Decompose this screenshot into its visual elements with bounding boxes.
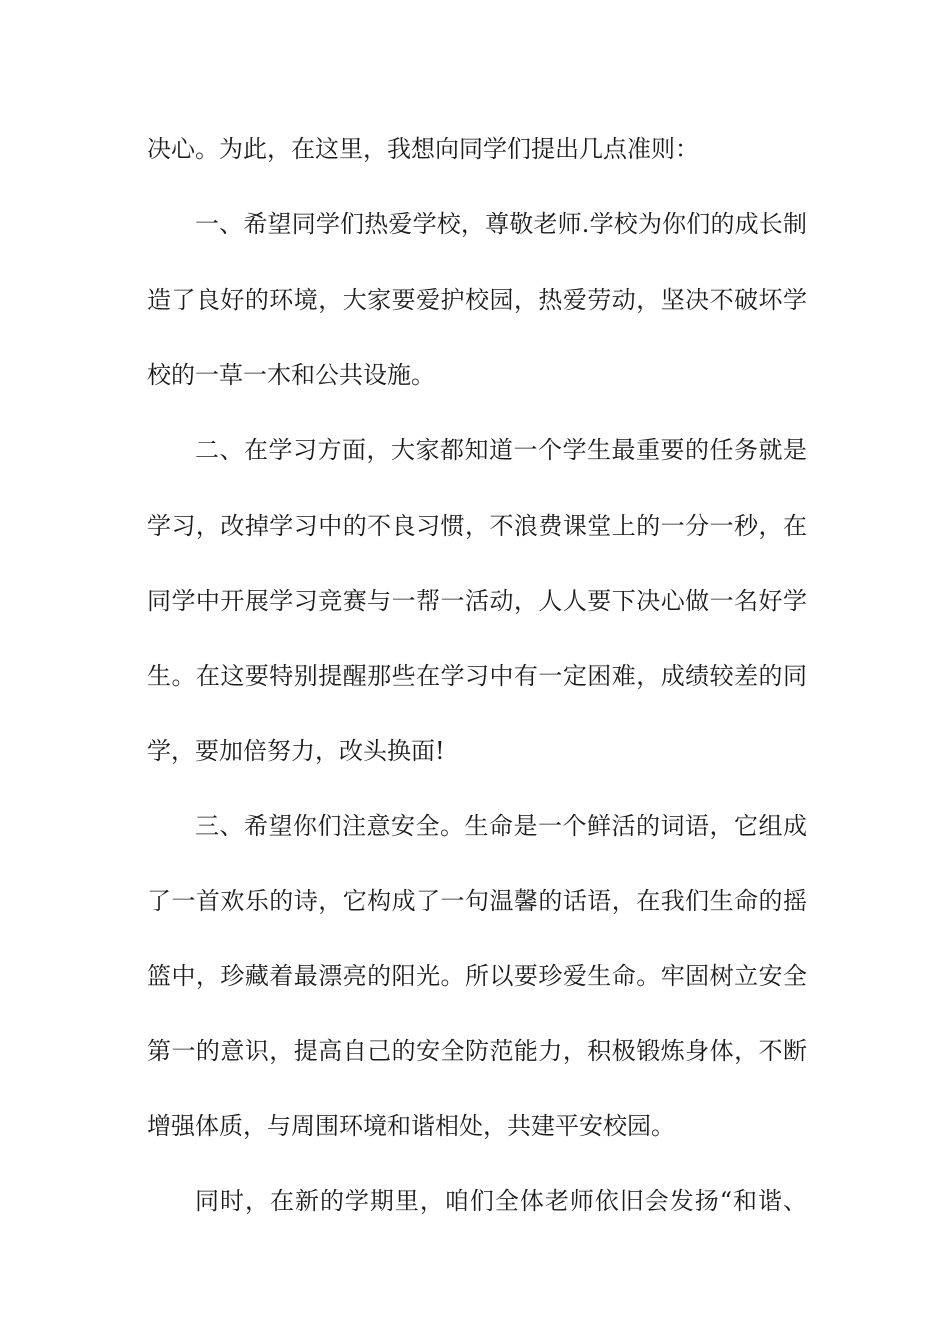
text-line: 学习，改掉学习中的不良习惯，不浪费课堂上的一分一秒，在 (147, 512, 807, 540)
text-line: 二、在学习方面，大家都知道一个学生最重要的任务就是 (195, 436, 807, 464)
text-line: 了一首欢乐的诗，它构成了一句温馨的话语，在我们生命的摇 (147, 887, 807, 915)
text-line: 造了良好的环境，大家要爱护校园，热爱劳动，坚决不破坏学 (147, 286, 807, 314)
text-line: 同学中开展学习竞赛与一帮一活动，人人要下决心做一名好学 (147, 587, 807, 615)
text-line: 第一的意识，提高自己的安全防范能力，积极锻炼身体，不断 (147, 1037, 807, 1065)
text-line: 学，要加倍努力，改头换面! (147, 737, 445, 765)
text-line: 增强体质，与周围环境和谐相处，共建平安校园。 (147, 1112, 675, 1140)
text-line: 一、希望同学们热爱学校，尊敬老师.学校为你们的成长制 (195, 210, 807, 238)
text-line: 决心。为此，在这里，我想向同学们提出几点准则： (147, 135, 699, 163)
text-line: 同时，在新的学期里，咱们全体老师依旧会发扬“和谐、 (195, 1187, 807, 1215)
text-line: 三、希望你们注意安全。生命是一个鲜活的词语，它组成 (195, 812, 807, 840)
text-line: 篮中，珍藏着最漂亮的阳光。所以要珍爱生命。牢固树立安全 (147, 962, 807, 990)
text-line: 校的一草一木和公共设施。 (147, 361, 435, 389)
text-line: 生。在这要特别提醒那些在学习中有一定困难，成绩较差的同 (147, 662, 807, 690)
